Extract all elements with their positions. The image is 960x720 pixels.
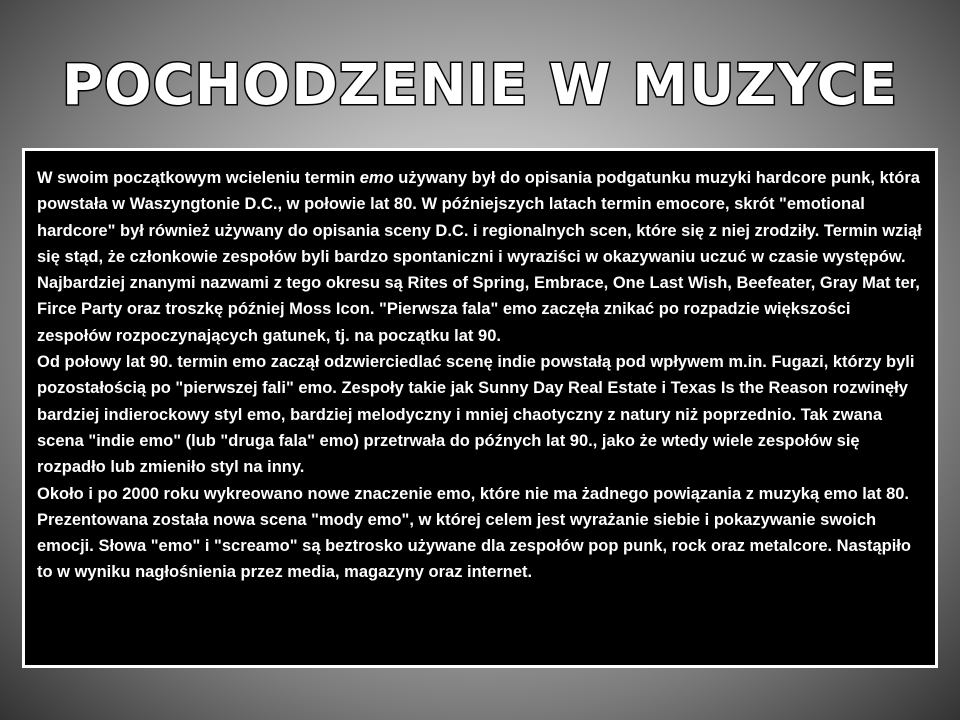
paragraph-3: Około i po 2000 roku wykreowano nowe znaczenie emo, które nie ma żadnego powiązania z muzyką emo lat 80. Prezentowana została nowa scena "mody emo", w której celem jest wyrażanie siebie i pokazywanie swoich emocji. Słowa "emo" i "screamo" są beztrosko używane dla zespołów pop punk, rock oraz metalcore. Nastąpiło to w wyniku nagłośnienia przez media, magazyny oraz internet. xyxy=(37,484,911,582)
paragraph-1-emphasis: emo xyxy=(359,169,394,187)
slide-title: POCHODZENIE W MUZYCE xyxy=(62,53,898,118)
paragraph-1-rest: używany był do opisania podgatunku muzyki hardcore punk, która powstała w Waszyngtonie D.C., w połowie lat 80. W późniejszych latach termin emocore, skrót "emotional hardcore" był również używany do opisania sceny D.C. i regionalnych scen, które się z niej zrodziły. Termin wziął się stąd, że członkowie zespołów byli bardzo spontaniczni i wyraziści w okazywaniu uczuć w czasie występów. Najbardziej znanymi nazwami z tego okresu są Rites of Spring, Embrace, One Last Wish, Beefeater, Gray Mat ter, Firce Party oraz troszkę później Moss Icon. "Pierwsza fala" emo zaczęła znikać po rozpadzie większości zespołów rozpoczynających gatunek, tj. na początku lat 90. xyxy=(37,169,922,345)
content-box xyxy=(22,148,938,668)
paragraph-1-start: W swoim początkowym wcieleniu termin xyxy=(37,169,360,187)
paragraph-2: Od połowy lat 90. termin emo zaczął odzwierciedlać scenę indie powstałą pod wpływem m.in. Fugazi, którzy byli pozostałością po "pierwszej fali" emo. Zespoły takie jak Sunny Day Real Estate i Texas Is the Reason rozwinęły bardziej indierockowy styl emo, bardziej melodyczny i mniej chaotyczny z natury niż poprzednio. Tak zwana scena "indie emo" (lub "druga fala" emo) przetrwała do późnych lat 90., jako że wtedy wiele zespołów się rozpadło lub zmieniło styl na inny. xyxy=(37,353,915,477)
body-text xyxy=(37,165,923,586)
paragraph-1 xyxy=(37,165,923,349)
